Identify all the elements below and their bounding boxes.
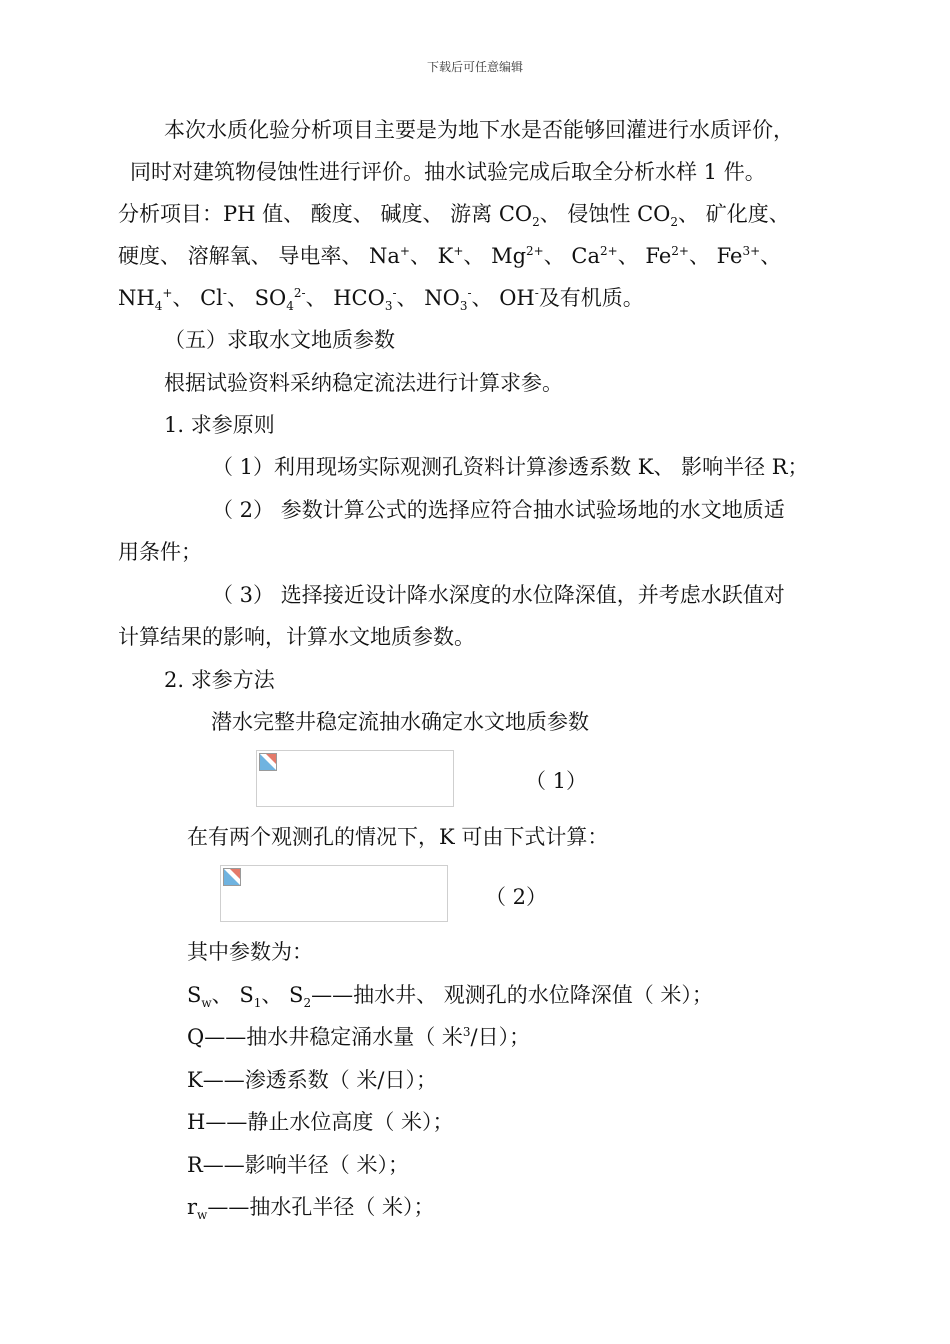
text-run: 、 NO [396, 286, 460, 310]
text-run: 、 Cl [172, 286, 223, 310]
params-intro: 其中参数为： [187, 940, 313, 964]
analysis-items-line2 [118, 241, 781, 271]
param-r: R——影响半径（ 米）； [187, 1153, 409, 1177]
equation-1-number: （ 1） [525, 769, 588, 793]
text-run: S [187, 983, 202, 1007]
subscript: 2 [532, 215, 540, 230]
superscript: + [399, 244, 410, 258]
subscript: 3 [459, 299, 468, 314]
text-run: 、 S [211, 983, 254, 1007]
subscript: 3 [384, 299, 393, 314]
section-heading: （五）求取水文地质参数 [164, 328, 395, 352]
text-run: 、 OH [471, 286, 535, 310]
broken-image-icon [259, 753, 277, 771]
text-run: r [187, 1195, 198, 1219]
method-title: 潜水完整井稳定流抽水确定水文地质参数 [211, 710, 589, 734]
principle-3-cont: 计算结果的影响，计算水文地质参数。 [118, 625, 475, 649]
superscript: + [162, 286, 173, 300]
text-run: ——抽水孔半径（ 米）； [207, 1195, 435, 1219]
param-s [187, 980, 713, 1010]
superscript: - [222, 286, 227, 300]
param-rw [187, 1192, 435, 1222]
page-header: 下载后可任意编辑 [426, 60, 523, 74]
text-run: 分析项目：PH 值、 酸度、 碱度、 游离 CO [118, 202, 533, 226]
superscript: 2+ [600, 244, 618, 258]
text-run: 硬度、 溶解氧、 导电率、 Na [118, 244, 400, 268]
para1-line1: 本次水质化验分析项目主要是为地下水是否能够回灌进行水质评价， [164, 118, 794, 142]
subscript: 2 [670, 215, 679, 230]
principle-1: （ 1）利用现场实际观测孔资料计算渗透系数 K、 影响半径 R； [212, 455, 809, 479]
text-run: 、 S [261, 983, 304, 1007]
equation-2-number: （ 2） [485, 885, 548, 909]
broken-image-icon [223, 868, 241, 886]
text-run: ——抽水井、 观测孔的水位降深值（ 米）； [311, 983, 713, 1007]
principle-2-cont: 用条件； [118, 540, 202, 564]
para1-line2: 同时对建筑物侵蚀性进行评价。抽水试验完成后取全分析水样 1 件。 [130, 160, 766, 184]
principle-2: （ 2） 参数计算公式的选择应符合抽水试验场地的水文地质适 [212, 498, 785, 522]
superscript: 2- [293, 286, 306, 300]
text-run: 、 K [409, 244, 454, 268]
principle-3: （ 3） 选择接近设计降水深度的水位降深值，并考虑水跃值对 [212, 583, 785, 607]
text-run: 、 Fe [617, 244, 672, 268]
superscript: - [467, 286, 472, 300]
subscript: 4 [286, 299, 294, 314]
text-run: 、 矿化度、 [678, 202, 790, 226]
text-run: 、 Fe [688, 244, 743, 268]
subscript: 4 [154, 299, 163, 314]
equation-1-image [256, 750, 454, 807]
superscript: + [453, 244, 464, 258]
param-q [187, 1022, 530, 1052]
two-observation-text: 在有两个观测孔的情况下，K 可由下式计算： [187, 825, 609, 849]
subscript: 1 [253, 996, 262, 1011]
param-k: K——渗透系数（ 米/日）； [187, 1068, 437, 1092]
subscript: w [197, 1208, 208, 1223]
equation-2-image [220, 865, 448, 922]
subheading-method: 2. 求参方法 [164, 668, 275, 692]
superscript: 3 [462, 1025, 471, 1039]
text-run: /日）； [470, 1025, 531, 1049]
text-run: 、 Mg [463, 244, 527, 268]
text-run: 、 [760, 244, 782, 268]
text-run: 、 侵蚀性 CO [539, 202, 671, 226]
subheading-principles: 1. 求参原则 [164, 413, 275, 437]
text-run: 及有机质。 [538, 286, 644, 310]
subscript: w [201, 996, 212, 1011]
text-run: 、 Ca [543, 244, 601, 268]
superscript: 2+ [526, 244, 544, 258]
text-run: NH [118, 286, 155, 310]
superscript: - [392, 286, 397, 300]
param-h: H——静止水位高度（ 米）； [187, 1110, 454, 1134]
text-run: 、 SO [226, 286, 287, 310]
analysis-items-line3 [118, 283, 644, 313]
text-run: Q——抽水井稳定涌水量（ 米 [187, 1025, 463, 1049]
superscript: 3+ [742, 244, 761, 258]
superscript: - [534, 286, 539, 300]
subscript: 2 [303, 996, 312, 1011]
analysis-items-line1 [118, 199, 790, 229]
superscript: 2+ [671, 244, 689, 258]
section-intro: 根据试验资料采纳稳定流法进行计算求参。 [164, 371, 563, 395]
text-run: 、 HCO [305, 286, 385, 310]
